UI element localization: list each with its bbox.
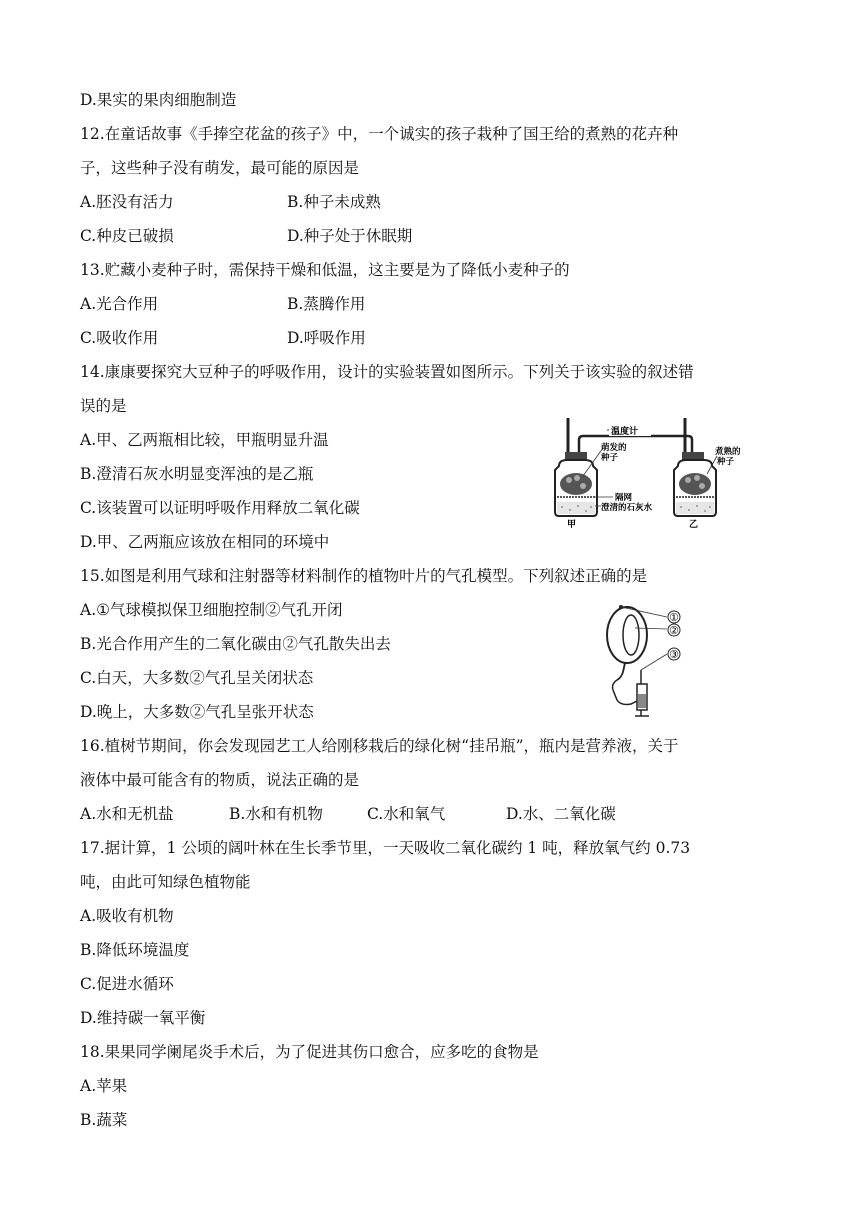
q16-option-b: B.水和有机物: [229, 805, 323, 823]
q12-stem-line2: 子，这些种子没有萌发，最可能的原因是: [80, 159, 360, 177]
q11-option-d: D.果实的果肉细胞制造: [80, 91, 237, 109]
q12-stem-line1: 12.在童话故事《手捧空花盆的孩子》中，一个诚实的孩子栽种了国王给的煮熟的花卉种: [80, 125, 679, 143]
q15-option-b: B.光合作用产生的二氧化碳由②气孔散失出去: [80, 635, 391, 653]
q16-option-a: A.水和无机盐: [80, 805, 174, 823]
marker-3: ③: [669, 648, 679, 661]
q12-option-b: B.种子未成熟: [287, 193, 381, 211]
q14-option-a: A.甲、乙两瓶相比较，甲瓶明显升温: [80, 431, 329, 449]
q12-option-d: D.种子处于休眠期: [287, 227, 413, 245]
q15-option-c: C.白天，大多数②气孔呈关闭状态: [80, 669, 314, 687]
q17-stem-line2: 吨，由此可知绿色植物能: [80, 873, 251, 891]
q16-stem-line1: 16.植树节期间，你会发现园艺工人给刚移栽后的绿化树“挂吊瓶”，瓶内是营养液，关于: [80, 737, 679, 755]
marker-1: ①: [669, 611, 679, 624]
q18-stem: 18.果果同学阑尾炎手术后，为了促进其伤口愈合，应多吃的食物是: [80, 1043, 539, 1061]
q14-option-b: B.澄清石灰水明显变浑浊的是乙瓶: [80, 465, 314, 483]
q13-option-d: D.呼吸作用: [287, 329, 366, 347]
q13-option-c: C.吸收作用: [80, 329, 159, 347]
q17-option-c: C.促进水循环: [80, 975, 174, 993]
q13-option-b: B.蒸腾作用: [287, 295, 366, 313]
q14-option-d: D.甲、乙两瓶应该放在相同的环境中: [80, 533, 330, 551]
q12-option-a: A.胚没有活力: [80, 193, 174, 211]
label-limewater: 澄清的石灰水: [601, 503, 653, 513]
label-jar-jia: 甲: [567, 520, 577, 528]
marker-2: ②: [669, 624, 679, 637]
label-seeds-2: 种子: [717, 457, 735, 467]
q17-option-d: D.维持碳一氧平衡: [80, 1009, 206, 1027]
q16-option-c: C.水和氧气: [367, 805, 446, 823]
q15-option-d: D.晚上，大多数②气孔呈张开状态: [80, 703, 314, 721]
label-boiled: 煮熟的: [715, 447, 741, 457]
q13-option-a: A.光合作用: [80, 295, 159, 313]
q15-option-a: A.①气球模拟保卫细胞控制②气孔开闭: [80, 601, 343, 619]
q14-stem-line2: 误的是: [80, 397, 127, 415]
label-divider: 隔网: [615, 493, 633, 503]
respiration-apparatus-figure: [545, 416, 745, 528]
q18-option-a: A.苹果: [80, 1077, 128, 1095]
label-jar-yi: 乙: [689, 520, 699, 528]
q16-option-d: D.水、二氧化碳: [506, 805, 616, 823]
q14-stem-line1: 14.康康要探究大豆种子的呼吸作用，设计的实验装置如图所示。下列关于该实验的叙述错: [80, 363, 694, 381]
label-germinating: 萌发的: [601, 443, 627, 453]
q14-option-c: C.该装置可以证明呼吸作用释放二氧化碳: [80, 499, 360, 517]
q17-stem-line1: 17.据计算，1 公顷的阔叶林在生长季节里，一天吸收二氧化碳约 1 吨，释放氧气约 0.73: [80, 839, 691, 857]
q16-stem-line2: 液体中最可能含有的物质，说法正确的是: [80, 771, 360, 789]
stomata-model-figure: [595, 600, 695, 720]
label-thermometer: 温度计: [611, 427, 639, 437]
q17-option-a: A.吸收有机物: [80, 907, 174, 925]
q17-option-b: B.降低环境温度: [80, 941, 190, 959]
label-seeds-1: 种子: [601, 453, 619, 463]
q15-stem: 15.如图是利用气球和注射器等材料制作的植物叶片的气孔模型。下列叙述正确的是: [80, 567, 648, 585]
q18-option-b: B.蔬菜: [80, 1111, 128, 1129]
q13-stem: 13.贮藏小麦种子时，需保持干燥和低温，这主要是为了降低小麦种子的: [80, 261, 570, 279]
q12-option-c: C.种皮已破损: [80, 227, 174, 245]
